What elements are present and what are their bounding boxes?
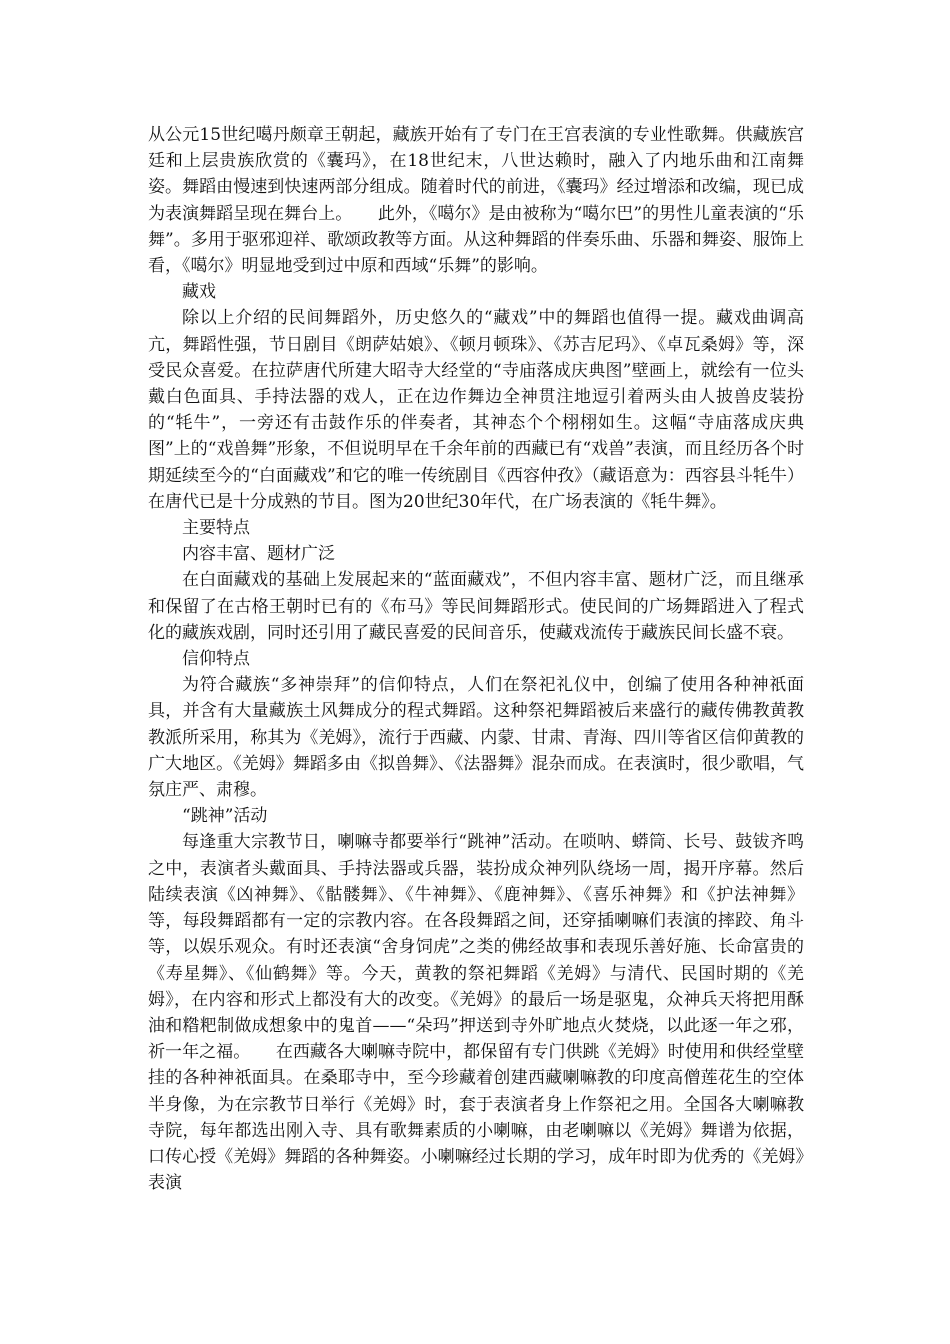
document-body	[148, 122, 804, 1196]
paragraph-blue-mask-opera: 在白面藏戏的基础上发展起来的“蓝面藏戏”，不但内容丰富、题材广泛，而且继承和保留了在古格王朝时已有的《布马》等民间舞蹈形式。使民间的广场舞蹈进入了程式化的藏族戏剧，同时还引用了藏民喜爱的民间音乐，使藏戏流传于藏族民间长盛不衰。	[148, 570, 804, 643]
heading-tiaoshen-activity: “跳神”活动	[182, 806, 268, 827]
paragraph-tibetan-opera: 除以上介绍的民间舞蹈外，历史悠久的“藏戏”中的舞蹈也值得一提。藏戏曲调高亢，舞蹈性强，节日剧目《朗萨姑娘》、《顿月顿珠》、《苏吉尼玛》、《卓瓦桑姆》等，深受民众喜爱。在拉萨唐代所建大昭寺大经堂的“寺庙落成庆典图”壁画上，就绘有一位头戴白色面具、手持法器的戏人，正在边作舞边全神贯注地逗引着两头由人披兽皮装扮的“牦牛”，一旁还有击鼓作乐的伴奏者，其神态个个栩栩如生。这幅“寺庙落成庆典图”上的“戏兽舞”形象，不但说明早在千余年前的西藏已有“戏兽”表演，而且经历各个时期延续至今的“白面藏戏”和它的唯一传统剧目《西容仲孜》（藏语意为：西容县斗牦牛）在唐代已是十分成熟的节目。图为20世纪30年代，在广场表演的《牦牛舞》。	[148, 308, 804, 512]
heading-main-features: 主要特点	[182, 518, 250, 539]
heading-tibetan-opera: 藏戏	[182, 282, 216, 303]
paragraph-nangma-gar: 从公元15世纪噶丹颇章王朝起，藏族开始有了专门在王宫表演的专业性歌舞。供藏族宫廷和上层贵族欣赏的《囊玛》，在18世纪末，八世达赖时，融入了内地乐曲和江南舞姿。舞蹈由慢速到快速两部分组成。随着时代的前进，《囊玛》经过增添和改编，现已成为表演舞蹈呈现在舞台上。 此外，《噶尔》是由被称为“噶尔巴”的男性儿童表演的“乐舞”。多用于驱邪迎祥、歌颂政教等方面。从这种舞蹈的伴奏乐曲、乐器和舞姿、服饰上看，《噶尔》明显地受到过中原和西域“乐舞”的影响。	[148, 125, 804, 277]
paragraph-tiaoshen: 每逢重大宗教节日，喇嘛寺都要举行“跳神”活动。在唢呐、蟒筒、长号、鼓钹齐鸣之中，表演者头戴面具、手持法器或兵器，装扮成众神列队绕场一周，揭开序幕。然后陆续表演《凶神舞》、《骷髅舞》、《牛神舞》、《鹿神舞》、《喜乐神舞》和《护法神舞》等，每段舞蹈都有一定的宗教内容。在各段舞蹈之间，还穿插喇嘛们表演的摔跤、角斗等，以娱乐观众。有时还表演“舍身饲虎”之类的佛经故事和表现乐善好施、长命富贵的《寿星舞》、《仙鹤舞》等。今天，黄教的祭祀舞蹈《羌姆》与清代、民国时期的《羌姆》，在内容和形式上都没有大的改变。《羌姆》的最后一场是驱鬼，众神兵天将把用酥油和糌粑制做成想象中的鬼首——“朵玛”押送到寺外旷地点火焚烧，以此逐一年之邪，祈一年之福。 在西藏各大喇嘛寺院中，都保留有专门供跳《羌姆》时使用和供经堂壁挂的各种神祇面具。在桑耶寺中，至今珍藏着创建西藏喇嘛教的印度高僧莲花生的空体半身像，为在宗教节日举行《羌姆》时，套于表演者身上作祭祀之用。全国各大喇嘛教寺院，每年都选出刚入寺、具有歌舞素质的小喇嘛，由老喇嘛以《羌姆》舞谱为依据，口传心授《羌姆》舞蹈的各种舞姿。小喇嘛经过长期的学习，成年时即为优秀的《羌姆》表演	[148, 832, 804, 1194]
paragraph-cham-faith: 为符合藏族“多神崇拜”的信仰特点，人们在祭祀礼仪中，创编了使用各种神祇面具，并含有大量藏族土风舞成分的程式舞蹈。这种祭祀舞蹈被后来盛行的藏传佛教黄教教派所采用，称其为《羌姆》，流行于西藏、内蒙、甘肃、青海、四川等省区信仰黄教的广大地区。《羌姆》舞蹈多由《拟兽舞》、《法器舞》混杂而成。在表演时，很少歌唱，气氛庄严、肃穆。	[148, 675, 804, 801]
heading-rich-content: 内容丰富、题材广泛	[182, 544, 335, 565]
heading-faith-features: 信仰特点	[182, 649, 250, 670]
